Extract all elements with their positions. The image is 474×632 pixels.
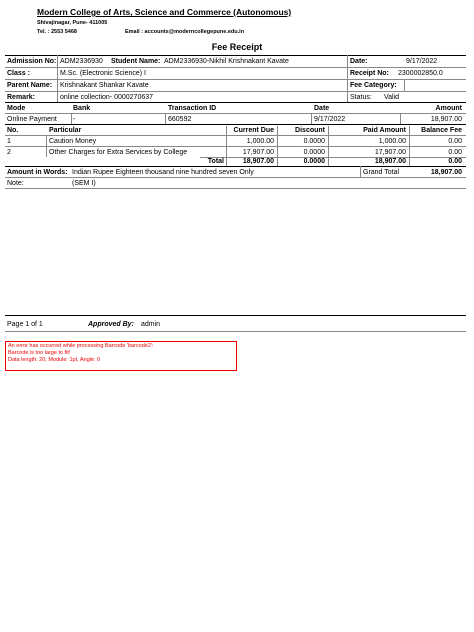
note-label: Note:: [7, 180, 24, 187]
pay-header-bank: Bank: [73, 105, 91, 112]
total-paid: 18,907.00: [374, 158, 406, 165]
divider: [5, 91, 466, 92]
grid-line: [46, 135, 47, 157]
divider: [5, 124, 466, 125]
grid-line: [409, 126, 410, 166]
fee-row-current-due: 17,907.00: [242, 149, 274, 156]
divider: [5, 67, 466, 68]
fee-row-current-due: 1,000.00: [246, 138, 274, 145]
divider: [5, 331, 466, 332]
pay-header-amount: Amount: [435, 105, 462, 112]
error-line: Barcode is too large to fit!: [8, 350, 71, 356]
divider: [5, 102, 466, 103]
divider: [5, 79, 466, 80]
grid-line: [404, 79, 405, 91]
divider: [5, 315, 466, 316]
grid-line: [328, 126, 329, 166]
grid-line: [277, 126, 278, 166]
fee-header-paid: Paid Amount: [363, 127, 406, 134]
fee-row-balance: 0.00: [448, 149, 462, 156]
parent-value: Krishnakant Shankar Kavate: [60, 82, 149, 89]
total-label: Total: [207, 158, 224, 165]
grid-line: [347, 55, 348, 102]
divider: [5, 146, 466, 147]
parent-label: Parent Name:: [7, 82, 53, 89]
divider: [5, 188, 466, 189]
grand-total-value: 18,907.00: [430, 169, 462, 176]
approved-value: admin: [141, 321, 161, 328]
fee-header-discount: Discount: [295, 127, 325, 134]
grid-line: [311, 113, 312, 124]
fee-row-paid: 1,000.00: [378, 138, 406, 145]
remark-value: online collection- 0000270637: [60, 94, 154, 101]
status-value: Valid: [384, 94, 400, 101]
student-value: ADM2336930-Nikhil Krishnakant Kavate: [164, 58, 289, 65]
student-label: Student Name:: [111, 58, 161, 65]
approved-label: Approved By:: [88, 321, 134, 328]
pay-bank: -: [73, 116, 76, 123]
divider: [5, 113, 466, 114]
receipt-title: Fee Receipt: [211, 42, 263, 52]
college-address: Shivajinagar, Pune- 411005: [37, 20, 108, 26]
divider: [5, 177, 466, 178]
words-label: Amount in Words:: [7, 169, 68, 176]
total-discount: 0.0000: [303, 158, 325, 165]
divider: [5, 166, 466, 167]
fee-category-label: Fee Category:: [350, 82, 397, 89]
fee-header-balance: Balance Fee: [421, 127, 462, 134]
total-balance: 0.00: [448, 158, 462, 165]
fee-row-balance: 0.00: [448, 138, 462, 145]
divider: [5, 135, 466, 136]
grid-line: [360, 166, 361, 177]
date-value: 9/17/2022: [406, 58, 438, 65]
note-value: (SEM I): [72, 180, 96, 187]
divider: [5, 55, 466, 56]
grid-line: [71, 113, 72, 124]
college-name: Modern College of Arts, Science and Commerce (Autonomous): [37, 7, 292, 17]
fee-row-particular: Other Charges for Extra Services by College: [49, 149, 188, 156]
fee-row-paid: 17,907.00: [374, 149, 406, 156]
fee-row-particular: Caution Money: [49, 138, 97, 145]
pay-header-date: Date: [314, 105, 330, 112]
fee-header-no: No.: [7, 127, 19, 134]
fee-row-discount: 0.0000: [303, 149, 325, 156]
admission-value: ADM2336930: [60, 58, 103, 65]
page-number: Page 1 of 1: [7, 321, 43, 328]
error-line: An error has occurred while processing Barcode 'barcode2':: [8, 343, 154, 349]
pay-mode: Online Payment: [7, 116, 57, 123]
grid-line: [400, 113, 401, 124]
admission-label: Admission No:: [7, 58, 57, 65]
fee-row-no: 2: [7, 149, 11, 156]
class-value: M.Sc. (Electronic Science) I: [60, 70, 146, 77]
class-label: Class :: [7, 70, 30, 77]
words-value: Indian Rupee Eighteen thousand nine hundred seven Only: [72, 169, 254, 176]
fee-row-no: 1: [7, 138, 11, 145]
pay-txn: 660592: [168, 116, 192, 123]
grid-line: [165, 113, 166, 124]
error-line: Data length: 20, Module: 1pt, Angle: 0: [8, 357, 101, 363]
receipt-no-value: 2300002850.0: [398, 70, 443, 77]
fee-header-particular: Particular: [49, 127, 82, 134]
receipt-no-label: Receipt No:: [350, 70, 389, 77]
college-email: Email : accounts@moderncollegepune.edu.in: [125, 29, 245, 35]
barcode-error-box: [5, 341, 237, 371]
grid-line: [57, 55, 58, 102]
pay-header-mode: Mode: [7, 105, 26, 112]
grand-total-label: Grand Total: [363, 169, 400, 176]
date-label: Date:: [350, 58, 368, 65]
grid-line: [226, 126, 227, 166]
fee-header-current-due: Current Due: [233, 127, 274, 134]
total-current-due: 18,907.00: [242, 158, 274, 165]
status-label: Status:: [350, 94, 372, 101]
pay-amount: 18,907.00: [430, 116, 462, 123]
pay-header-txn: Transaction ID: [168, 105, 217, 112]
fee-row-discount: 0.0000: [303, 138, 325, 145]
college-tel: Tel. : 2553 5468: [37, 29, 77, 35]
remark-label: Remark:: [7, 94, 36, 101]
pay-date: 9/17/2022: [314, 116, 346, 123]
